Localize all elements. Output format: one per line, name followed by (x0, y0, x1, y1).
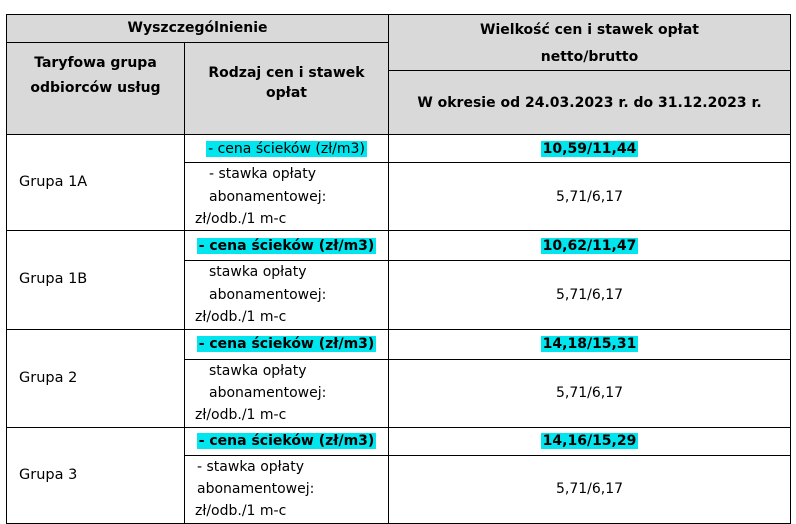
header-rate-type: Rodzaj cen i stawek opłat (185, 43, 389, 135)
price-value-cell (389, 329, 791, 359)
fee-label: - stawka opłaty abonamentowej: zł/odb./1 m-c (185, 163, 389, 231)
fee-value: 5,71/6,17 (389, 261, 791, 329)
price-value: 14,16/15,29 (542, 433, 637, 450)
header-row-top (7, 15, 791, 43)
price-label-cell (185, 231, 389, 261)
price-value: 10,59/11,44 (542, 140, 637, 157)
price-label: - cena ścieków (zł/m3) (208, 140, 365, 157)
group-name: Grupa 3 (7, 427, 185, 523)
header-specification: Wyszczególnienie (7, 15, 389, 43)
fee-label: stawka opłaty abonamentowej: zł/odb./1 m-c (185, 359, 389, 427)
price-value-cell (389, 231, 791, 261)
header-period: W okresie od 24.03.2023 r. do 31.12.2023 r. (389, 71, 791, 135)
price-label-cell (185, 329, 389, 359)
fee-value: 5,71/6,17 (389, 359, 791, 427)
table-row (7, 135, 791, 163)
price-label: - cena ścieków (zł/m3) (198, 335, 375, 352)
table-row (7, 231, 791, 261)
fee-label: stawka opłaty abonamentowej: zł/odb./1 m-c (185, 261, 389, 329)
fee-value: 5,71/6,17 (389, 163, 791, 231)
price-label: - cena ścieków (zł/m3) (198, 237, 375, 254)
group-name: Grupa 1A (7, 135, 185, 231)
price-value: 10,62/11,47 (542, 237, 637, 254)
group-name: Grupa 1B (7, 231, 185, 329)
price-label-cell (185, 135, 389, 163)
header-customer-group: Taryfowa grupa odbiorców usług (7, 43, 185, 135)
header-price-size: Wielkość cen i stawek opłat netto/brutto (389, 15, 791, 71)
price-label-cell (185, 427, 389, 455)
group-name: Grupa 2 (7, 329, 185, 427)
price-value-cell (389, 427, 791, 455)
fee-value: 5,71/6,17 (389, 455, 791, 523)
table-row (7, 427, 791, 455)
tariff-table-container (6, 14, 791, 524)
price-label: - cena ścieków (zł/m3) (198, 433, 375, 450)
table-row (7, 329, 791, 359)
price-value: 14,18/15,31 (542, 335, 637, 352)
price-value-cell (389, 135, 791, 163)
tariff-table (6, 14, 791, 524)
fee-label: - stawka opłaty abonamentowej: zł/odb./1 m-c (185, 455, 389, 523)
